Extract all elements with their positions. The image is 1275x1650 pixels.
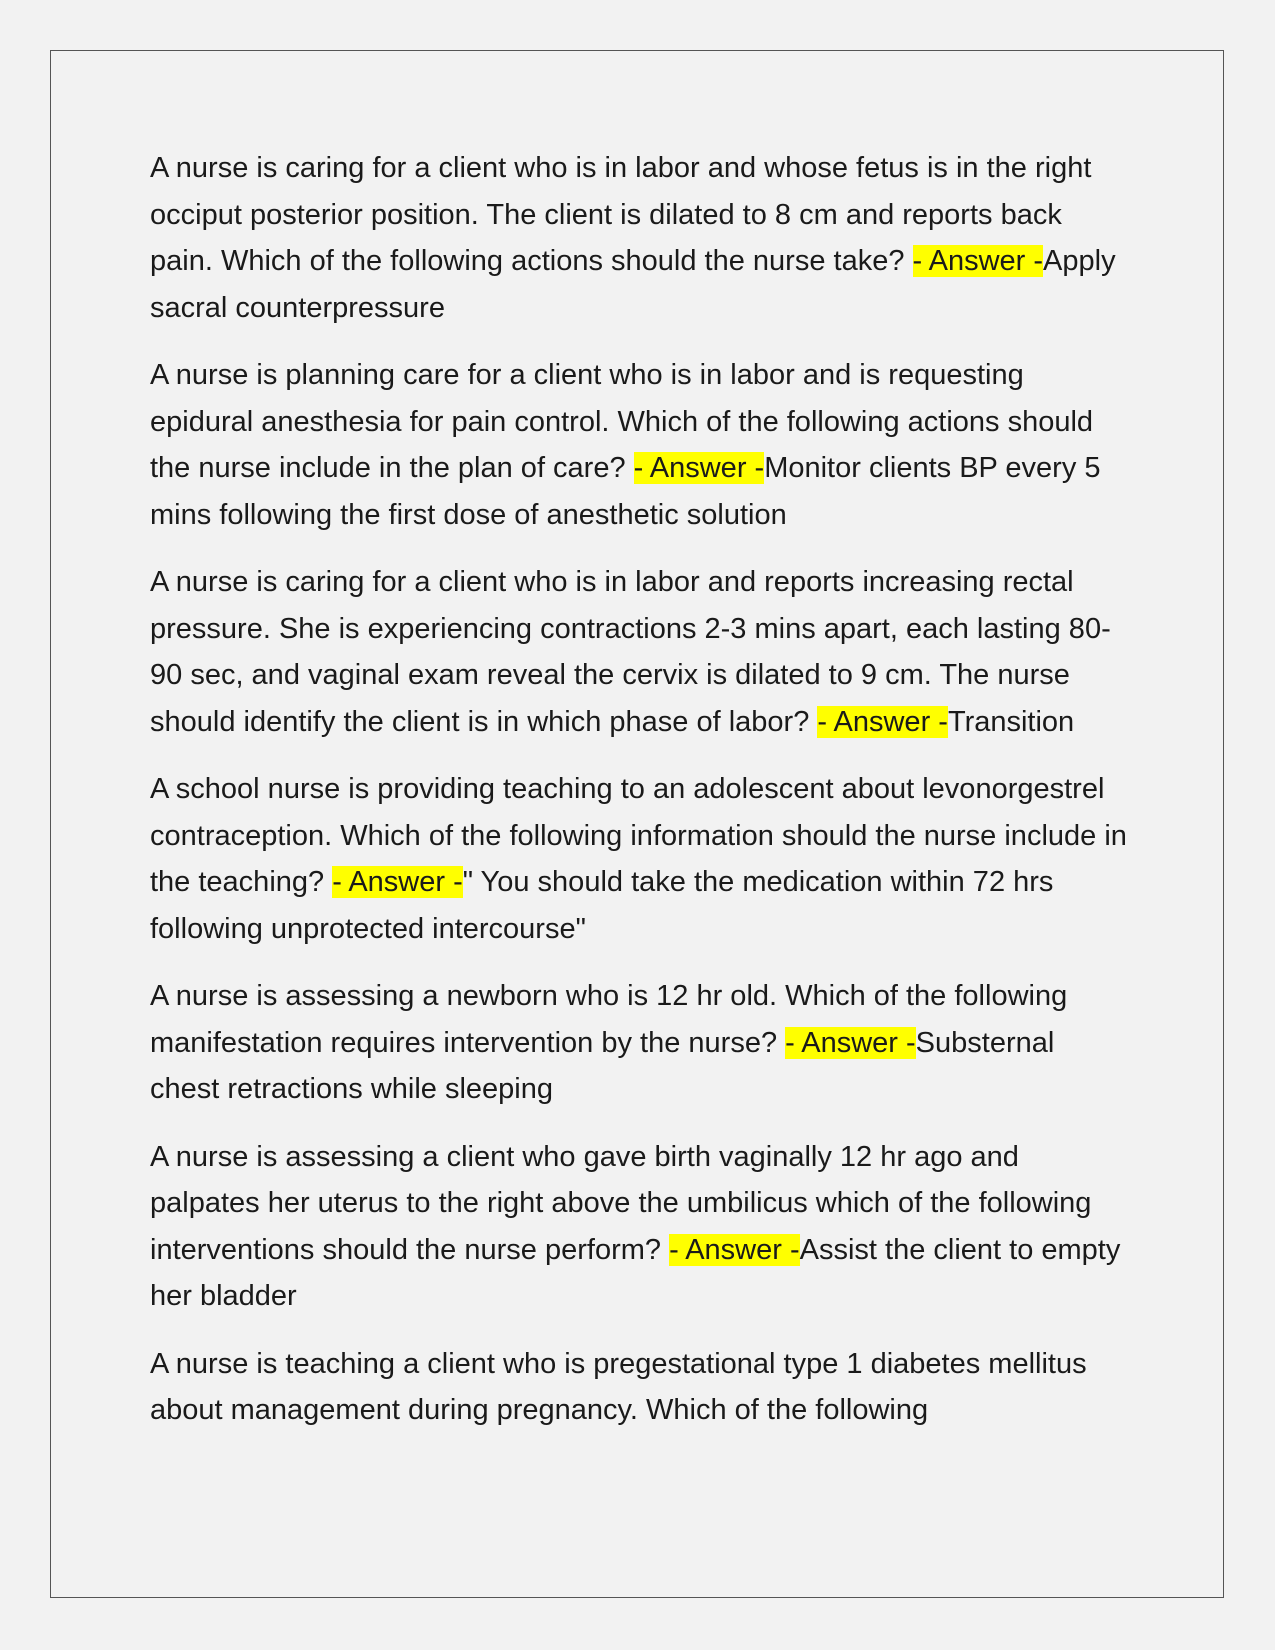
- qa-item-1: [150, 145, 1130, 331]
- question-text: A nurse is caring for a client who is in labor and whose fetus is in the right occiput posterior position. The client is dilated to 8 cm and reports back pain. Which of the following actions should the nurse take?: [150, 152, 1092, 277]
- question-text: A nurse is teaching a client who is pregestational type 1 diabetes mellitus about management during pregnancy. Which of the following: [150, 1347, 1087, 1426]
- answer-text: Transition: [947, 705, 1075, 738]
- answer-text: Assist the client to empty her bladder: [150, 1233, 1121, 1312]
- answer-marker: - Answer -: [785, 1026, 916, 1059]
- question-text: A nurse is assessing a client who gave birth vaginally 12 hr ago and palpates her uterus to the right above the umbilicus which of the following interventions should the nurse perform?: [150, 1140, 1092, 1266]
- qa-item-7: [150, 1341, 1130, 1434]
- qa-item-2: [150, 352, 1130, 538]
- answer-marker: - Answer -: [817, 705, 948, 738]
- qa-item-3: [150, 559, 1130, 745]
- question-text: A nurse is assessing a newborn who is 12 hr old. Which of the following manifestation requires intervention by the nurse?: [150, 980, 1068, 1059]
- question-text: A nurse is planning care for a client who is in labor and is requesting epidural anesthesia for pain control. Which of the following actions should the nurse include in the plan of care?: [150, 359, 1094, 484]
- answer-marker: - Answer -: [633, 452, 765, 484]
- answer-marker: - Answer -: [912, 245, 1044, 277]
- document-body: [150, 145, 1130, 1455]
- qa-item-5: [150, 973, 1130, 1113]
- answer-text: " You should take the medication within 72 hrs following unprotected intercourse": [150, 866, 1054, 945]
- qa-item-6: [150, 1134, 1130, 1320]
- answer-marker: - Answer -: [669, 1233, 800, 1266]
- qa-item-4: [150, 766, 1130, 952]
- answer-text: Substernal chest retractions while sleeping: [150, 1026, 1055, 1105]
- question-text: A school nurse is providing teaching to an adolescent about levonorgestrel contraception. Which of the following information should the nurse include in the teaching?: [150, 773, 1127, 898]
- answer-text: Apply sacral counterpressure: [150, 245, 1116, 324]
- answer-text: Monitor clients BP every 5 mins following the first dose of anesthetic solution: [150, 452, 1101, 531]
- answer-marker: - Answer -: [332, 866, 463, 898]
- question-text: A nurse is caring for a client who is in labor and reports increasing rectal pressure. She is experiencing contractions 2-3 mins apart, each lasting 80-90 sec, and vaginal exam reveal the cervix is dilated to 9 cm. The nurse should identify the client is in which phase of labor?: [150, 566, 1111, 738]
